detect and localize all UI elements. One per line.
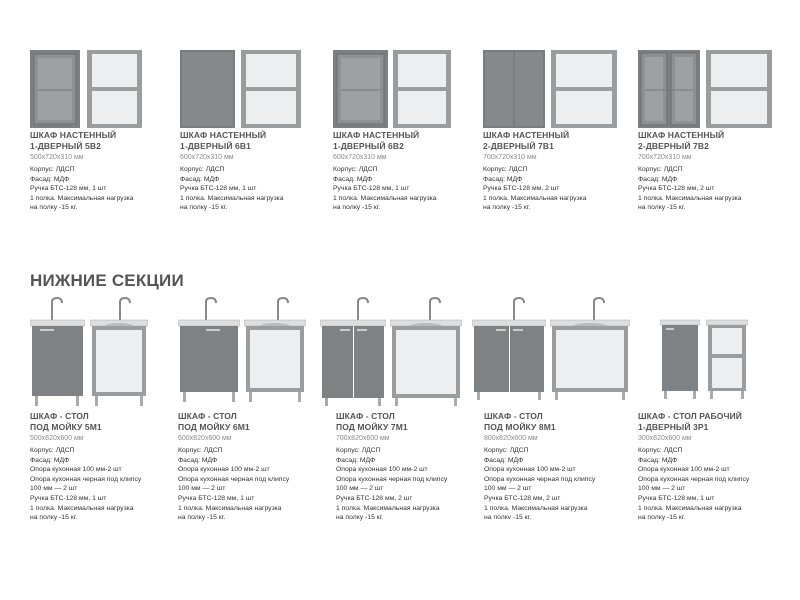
- product-dimensions: 500x820x600 мм: [30, 435, 84, 442]
- product-title: ШКАФ НАСТЕННЫЙ 2-ДВЕРНЫЙ 7В2: [638, 130, 725, 151]
- product-specs: Корпус: ЛДСП Фасад: МДФ Опора кухонная 100 мм-2 шт Опора кухонная черная под клипсу 100 мм — 2 шт Ручка БТС-128 мм, 1 шт 1 полка. Максимальная нагрузка на полку -15 кг.: [30, 447, 142, 522]
- product-card-3r1[interactable]: [638, 296, 788, 523]
- product-dimensions: 600x820x600 мм: [178, 435, 232, 442]
- sink-base-open-interior-image: [550, 296, 630, 408]
- wall-cabinet-open-interior-image: [551, 50, 617, 128]
- wall-cabinet-open-interior-image: [393, 50, 451, 128]
- product-images: [30, 296, 180, 411]
- product-specs: Корпус: ЛДСП Фасад: МДФ Ручка БТС-128 мм, 1 шт 1 полка. Максимальная нагрузка на полку -15 кг.: [333, 166, 437, 212]
- sink-base-cabinet-image: [30, 296, 85, 408]
- product-dimensions: 800x820x600 мм: [484, 435, 538, 442]
- product-title: ШКАФ - СТОЛ ПОД МОЙКУ 7М1: [336, 411, 408, 432]
- sink-base-open-interior-image: [244, 296, 306, 408]
- product-title: ШКАФ - СТОЛ ПОД МОЙКУ 6М1: [178, 411, 250, 432]
- product-card-7v1[interactable]: [483, 50, 633, 213]
- product-dimensions: 500x720x310 мм: [30, 154, 84, 161]
- product-dimensions: 600x720x310 мм: [180, 154, 234, 161]
- wall-cabinet-glass-door-image: [333, 50, 388, 128]
- product-card-5m1[interactable]: [30, 296, 180, 523]
- sink-base-two-door-image: [472, 296, 546, 408]
- product-card-8m1[interactable]: [472, 296, 622, 523]
- product-images: [30, 50, 180, 130]
- wall-cabinet-solid-door-image: [180, 50, 235, 128]
- sink-base-two-door-image: [320, 296, 386, 408]
- wall-cabinet-open-interior-image: [87, 50, 142, 128]
- product-specs: Корпус: ЛДСП Фасад: МДФ Ручка БТС-128 мм, 2 шт 1 полка. Максимальная нагрузка на полку -15 кг.: [638, 166, 742, 212]
- product-images: [638, 50, 788, 130]
- wall-cabinet-two-glass-door-image: [638, 50, 700, 128]
- product-images: [180, 50, 330, 130]
- product-dimensions: 700x820x600 мм: [336, 435, 390, 442]
- product-title: ШКАФ НАСТЕННЫЙ 2-ДВЕРНЫЙ 7В1: [483, 130, 570, 151]
- product-images: [320, 296, 470, 411]
- product-title: ШКАФ - СТОЛ РАБОЧИЙ 1-ДВЕРНЫЙ 3Р1: [638, 411, 742, 432]
- product-card-7m1[interactable]: [320, 296, 470, 523]
- section-title: НИЖНИЕ СЕКЦИИ: [30, 271, 184, 290]
- wall-cabinet-open-interior-image: [706, 50, 772, 128]
- product-card-5v2[interactable]: [30, 50, 180, 213]
- product-card-7v2[interactable]: [638, 50, 788, 213]
- narrow-base-cabinet-image: [660, 296, 700, 408]
- product-images: [472, 296, 622, 411]
- product-specs: Корпус: ЛДСП Фасад: МДФ Опора кухонная 100 мм-2 шт Опора кухонная черная под клипсу 100 мм — 2 шт Ручка БТС-128 мм, 2 шт 1 полка. Максимальная нагрузка на полкv -15 кг.: [484, 447, 596, 522]
- product-dimensions: 700x720x310 мм: [483, 154, 537, 161]
- product-dimensions: 600x720x310 мм: [333, 154, 387, 161]
- product-title: ШКАФ НАСТЕННЫЙ 1-ДВЕРНЫЙ 6В1: [180, 130, 267, 151]
- product-dimensions: 300x820x600 мм: [638, 435, 692, 442]
- narrow-base-open-interior-image: [706, 296, 748, 408]
- product-images: [178, 296, 328, 411]
- product-specs: Корпус: ЛДСП Фасад: МДФ Ручка БТС-128 мм, 2 шт 1 полка. Максимальная нагрузка на полку -15 кг.: [483, 166, 587, 212]
- product-specs: Корпус: ЛДСП Фасад: МДФ Опора кухонная 100 мм-2 шт Опора кухонная черная под клипсу 100 мм — 2 шт Ручка БТС-128 мм, 2 шт 1 полка. Максимальная нагрузка на полку -15 кг.: [336, 447, 448, 522]
- product-dimensions: 700x720x310 мм: [638, 154, 692, 161]
- product-title: ШКАФ НАСТЕННЫЙ 1-ДВЕРНЫЙ 6В2: [333, 130, 420, 151]
- sink-base-cabinet-image: [178, 296, 240, 408]
- wall-cabinet-glass-door-image: [30, 50, 80, 128]
- product-title: ШКАФ - СТОЛ ПОД МОЙКУ 5М1: [30, 411, 102, 432]
- product-card-6v1[interactable]: [180, 50, 330, 213]
- product-specs: Корпус: ЛДСП Фасад: МДФ Опора кухонная 100 мм-2 шт Опора кухонная черная под клипсу 100 мм — 2 шт Ручка БТС-128 мм, 1 шт 1 полка. Максимальная нагрузка на полку -15 кг.: [638, 447, 750, 522]
- product-card-6m1[interactable]: [178, 296, 328, 523]
- sink-base-open-interior-image: [90, 296, 148, 408]
- wall-cabinet-two-door-image: [483, 50, 545, 128]
- product-specs: Корпус: ЛДСП Фасад: МДФ Ручка БТС-128 мм, 1 шт 1 полка. Максимальная нагрузка на полку -15 кг.: [180, 166, 284, 212]
- product-card-6v2[interactable]: [333, 50, 483, 213]
- product-title: ШКАФ НАСТЕННЫЙ 1-ДВЕРНЫЙ 5В2: [30, 130, 117, 151]
- wall-cabinet-open-interior-image: [241, 50, 301, 128]
- product-title: ШКАФ - СТОЛ ПОД МОЙКУ 8М1: [484, 411, 556, 432]
- sink-base-open-interior-image: [390, 296, 462, 408]
- product-images: [333, 50, 483, 130]
- product-specs: Корпус: ЛДСП Фасад: МДФ Опора кухонная 100 мм-2 шт Опора кухонная черная под клипсу 100 мм — 2 шт Ручка БТС-128 мм, 1 шт 1 полка. Максимальная нагрузка на полку -15 кг.: [178, 447, 290, 522]
- product-images: [483, 50, 633, 130]
- product-specs: Корпус: ЛДСП Фасад: МДФ Ручка БТС-128 мм, 1 шт 1 полка. Максимальная нагрузка на полку -15 кг.: [30, 166, 134, 212]
- product-images: [638, 296, 788, 411]
